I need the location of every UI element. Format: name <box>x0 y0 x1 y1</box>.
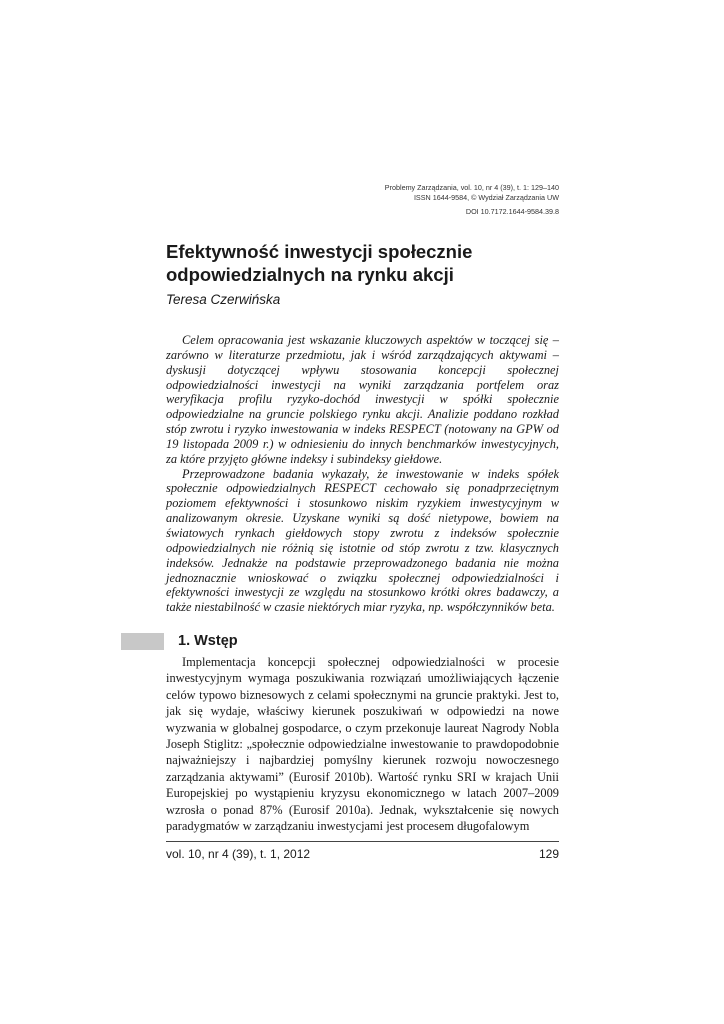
article-author: Teresa Czerwińska <box>166 292 281 307</box>
article-title: Efektywność inwestycji społecznie odpowiedzialnych na rynku akcji <box>166 241 473 285</box>
section-heading: 1. Wstęp <box>178 633 238 649</box>
doi-line: DOI 10.7172.1644-9584.39.8 <box>465 207 559 216</box>
body-paragraph: Implementacja koncepcji społecznej odpowiedzialności w procesie inwestycyjnym wymaga poszukiwania rozwiązań umożliwiających łączenie celów typowo biznesowych z celami społecznymi na gruncie praktyki. Jest to, jak się wydaje, właściwy kierunek poszukiwań w odpowiedzi na nowe wyzwania w globalnej gospodarce, o czym przekonuje laureat Nagrody Nobla Joseph Stiglitz: „społecznie odpowiedzialne inwestowanie to prawdopodobnie najważniejszy i najbardziej pomyślny kierunek rozwoju nowoczesnego zarządzania aktywami” (Eurosif 2010b). Wartość rynku SRI w krajach Unii Europejskiej po wystąpieniu kryzysu ekonomicznego w latach 2007–2009 wzrosła o ponad 87% (Eurosif 2010a). Jednak, wykształcenie się nowych paradygmatów w zarządzaniu inwestycjami jest procesem długofalowym <box>166 655 559 834</box>
issn-line: ISSN 1644-9584, © Wydział Zarządzania UW <box>413 193 559 202</box>
abstract-paragraph-2: Przeprowadzone badania wykazały, że inwestowanie w indeks spółek społecznie odpowiedzialnych RESPECT cechowało się ponadprzeciętnym poziomem efektywności i stosunkowo niskim ryzykiem inwestycyjnym w analizowanym okresie. Uzyskane wyniki są dość nietypowe, bowiem na światowych rynkach giełdowych stopy zwrotu z indeksów społecznie odpowiedzialnych nie różnią się istotnie od stóp zwrotu z tzw. klasycznych indeksów. Jednakże na podstawie przeprowadzonego badania nie można jednoznacznie wnioskować o związku społecznej odpowiedzialności i efektywności inwestycji ze względu na stosunkowo krótki okres badawczy, a także niestabilność w czasie niektórych miar ryzyka, np. współczynników beta. <box>166 466 559 615</box>
journal-citation: Problemy Zarządzania, vol. 10, nr 4 (39), t. 1: 129–140 <box>384 183 559 192</box>
footer-rule <box>166 841 559 842</box>
footer-volume: vol. 10, nr 4 (39), t. 1, 2012 <box>166 847 311 861</box>
page-number: 129 <box>538 847 559 861</box>
section-marker-bar <box>121 633 164 650</box>
abstract <box>166 333 559 615</box>
section-body <box>166 654 559 834</box>
abstract-paragraph-1: Celem opracowania jest wskazanie kluczowych aspektów w toczącej się – zarówno w literaturze przedmiotu, jak i wśród zarządzających aktywami – dyskusji dotyczącej wpływu stosowania koncepcji społecznej odpowiedzialności inwestycji na wyniki zarządzania portfelem oraz weryfikacja profilu ryzyko-dochód inwestycji w spółki społecznie odpowiedzialne na gruncie polskiego rynku akcji. Analizie poddano rozkład stóp zwrotu i ryzyko inwestowania w indeks RESPECT (notowany na GPW od 19 listopada 2009 r.) w odniesieniu do innych benchmarków inwestycyjnych, za które przyjęto główne indeksy i subindeksy giełdowe. <box>166 333 559 466</box>
